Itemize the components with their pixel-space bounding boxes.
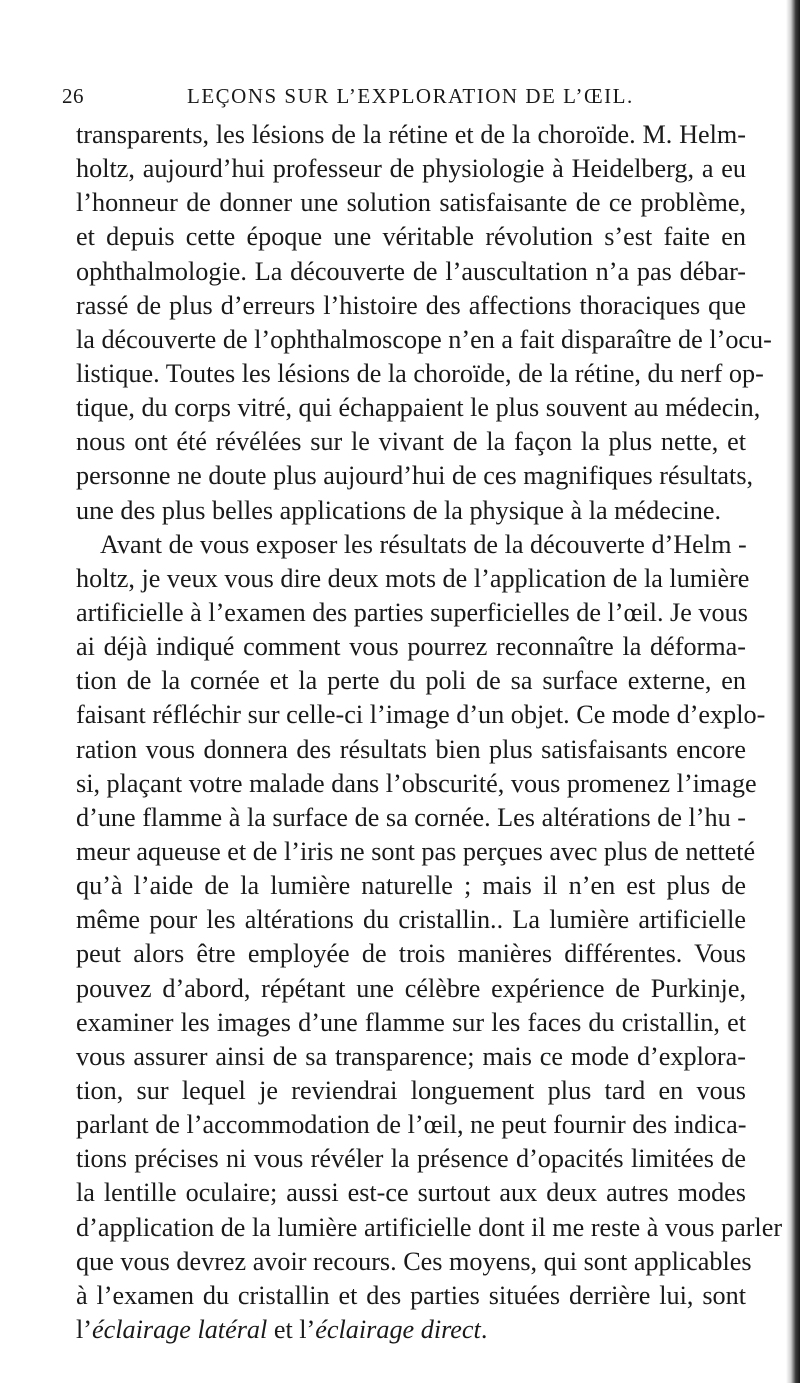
page-number: 26 <box>62 84 84 108</box>
text-line: faisant réfléchir sur celle-ci l’image d’un objet. Ce mode d’explo- <box>76 700 766 730</box>
text-line: la lentille oculaire; aussi est-ce surtout aux deux autres modes <box>76 1178 746 1208</box>
text-line: transparents, les lésions de la rétine et de la choroïde. M. Helm- <box>76 120 746 149</box>
text-line: meur aqueuse et de l’iris ne sont pas perçues avec plus de netteté <box>76 836 756 866</box>
text-line: ophthalmologie. La découverte de l’auscultation n’a pas débar- <box>76 256 746 286</box>
text-line: qu’à l’aide de la lumière naturelle ; mais il n’en est plus de <box>76 871 746 901</box>
text-line: holtz, aujourd’hui professeur de physiologie à Heidelberg, a eu <box>76 154 746 184</box>
text-line-final <box>76 1313 746 1347</box>
conjunction: et <box>267 1314 300 1344</box>
text-line: d’application de la lumière artificielle dont il me reste à vous parler <box>76 1212 783 1242</box>
text-line: listique. Toutes les lésions de la choroïde, de la rétine, du nerf op- <box>76 358 764 388</box>
page-header <box>62 84 752 114</box>
term-direct-lighting: éclairage direct <box>315 1314 481 1344</box>
text-line: peut alors être employée de trois manières différentes. Vous <box>76 939 746 969</box>
text-line: que vous devrez avoir recours. Ces moyens, qui sont applicables <box>76 1246 752 1276</box>
text-line: si, plaçant votre malade dans l’obscurité, vous promenez l’image <box>76 768 757 798</box>
text-line: nous ont été révélées sur le vivant de la façon la plus nette, et <box>76 427 746 457</box>
text-line: à l’examen du cristallin et des parties situées derrière lui, sont <box>76 1280 746 1310</box>
running-title: LEÇONS SUR L’EXPLORATION DE L’ŒIL. <box>187 84 634 108</box>
text-line: l’honneur de donner une solution satisfaisante de ce problème, <box>76 188 746 218</box>
text-line: ai déjà indiqué comment vous pourrez reconnaître la déforma- <box>76 632 746 662</box>
text-line: et depuis cette époque une véritable révolution s’est faite en <box>76 222 746 252</box>
text-line: examiner les images d’une flamme sur les faces du cristallin, et <box>76 1007 746 1037</box>
text-line: tique, du corps vitré, qui échappaient le plus souvent au médecin, <box>76 393 761 423</box>
text-line: tions précises ni vous révéler la présence d’opacités limitées de <box>76 1144 746 1174</box>
text-line: vous assurer ainsi de sa transparence; mais ce mode d’explora- <box>76 1041 746 1071</box>
text-line: ration vous donnera des résultats bien plus satisfaisants encore <box>76 734 746 764</box>
term-lateral-lighting: éclairage latéral <box>92 1314 268 1344</box>
text-line: parlant de l’accommodation de l’œil, ne peut fournir des indica- <box>76 1110 747 1140</box>
text-line: rassé de plus d’erreurs l’histoire des affections thoraciques que <box>76 290 746 320</box>
final-period: . <box>480 1314 488 1344</box>
text-line: pouvez d’abord, répétant une célèbre expérience de Purkinje, <box>76 973 746 1003</box>
page-binding-edge <box>786 0 800 1383</box>
text-line: artificielle à l’examen des parties superficielles de l’œil. Je vous <box>76 597 748 627</box>
text-line: personne ne doute plus aujourd’hui de ces magnifiques résultats, <box>76 461 754 491</box>
text-line-paragraph-end: une des plus belles applications de la physique à la médecine. <box>76 495 722 525</box>
text-line: d’une flamme à la surface de sa cornée. Les altérations de l’hu - <box>76 802 746 832</box>
text-line: holtz, je veux vous dire deux mots de l’application de la lumière <box>76 563 750 593</box>
text-line: même pour les altérations du cristallin.. La lumière artificielle <box>76 905 746 935</box>
article-2: l’ <box>299 1314 316 1344</box>
text-line-paragraph-start: Avant de vous exposer les résultats de la découverte d’Helm - <box>100 529 747 559</box>
text-line: tion, sur lequel je reviendrai longuement plus tard en vous <box>76 1075 746 1105</box>
text-line: tion de la cornée et la perte du poli de sa surface externe, en <box>76 666 746 696</box>
article-1: l’ <box>76 1314 92 1344</box>
text-line: la découverte de l’ophthalmoscope n’en a fait disparaître de l’ocu- <box>76 324 772 354</box>
body-text <box>76 118 783 1347</box>
